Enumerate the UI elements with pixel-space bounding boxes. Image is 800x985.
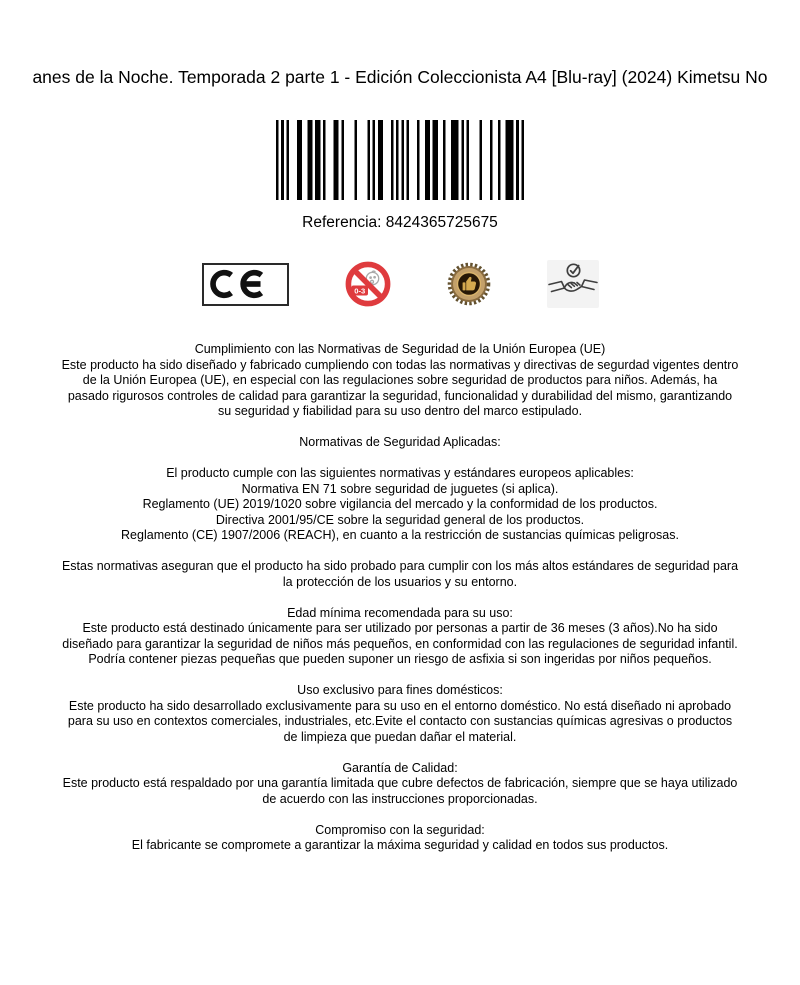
- text-line: Este producto ha sido diseñado y fabricado cumpliendo con todas las normativas y directivas de segurdad vigentes dentro de la Unión Europea (UE), en especial con las regulaciones sobre seguridad de productos para niños. Además, ha pasado rigurosos controles de calidad para garantizar la seguridad, funcionalidad y durabilidad del mismo, garantizando su seguridad y fiabilidad para su uso dentro del marco estipulado.: [61, 357, 739, 418]
- ce-mark-icon: [202, 263, 289, 306]
- ce-letter-c: [213, 273, 231, 296]
- barcode-bar: [276, 120, 279, 200]
- text-line: Reglamento (CE) 1907/2006 (REACH), en cuanto a la restricción de sustancias químicas peligrosas.: [121, 528, 679, 542]
- barcode-bar: [354, 120, 357, 200]
- barcode-bar: [407, 120, 410, 200]
- text-line: Este producto está destinado únicamente para ser utilizado por personas a partir de 36 meses (3 años).No ha sido diseñado para garantizar la seguridad de niños más pequeños, en conformidad con las regulaciones de seguridad infantil. Podría contener piezas pequeñas que pueden suponer un riesgo de asfixia si son ingeridas por niños pequeños.: [62, 621, 738, 666]
- text-line: Este producto está respaldado por una garantía limitada que cubre defectos de fabricación, siempre que se haya utilizado de acuerdo con las instrucciones proporcionadas.: [62, 776, 738, 806]
- barcode-bar: [378, 120, 383, 200]
- barcode-bar: [281, 120, 284, 200]
- barcode-section: [0, 120, 800, 205]
- paragraph: [61, 606, 739, 668]
- barcode-bar: [425, 120, 430, 200]
- quality-seal-icon: [447, 262, 491, 306]
- text-line: Garantía de Calidad:: [342, 760, 458, 775]
- text-line: Este producto ha sido desarrollado exclusivamente para su uso en el entorno doméstico. No está diseñado ni aprobado para su uso en contextos comerciales, industriales, etc.Evite el contacto con sustancias químicas agresivas o productos de limpieza que puedan dañar el material.: [67, 698, 733, 744]
- text-line: Normativas de Seguridad Aplicadas:: [299, 435, 501, 449]
- paragraph: [61, 761, 739, 808]
- certification-icons-row: [0, 261, 800, 307]
- barcode-bar: [367, 120, 370, 200]
- barcode-bar: [521, 120, 524, 200]
- barcode-bar: [498, 120, 501, 200]
- ce-letters: [210, 268, 280, 300]
- paragraph: [61, 559, 739, 590]
- text-line: Estas normativas aseguran que el producto ha sido probado para cumplir con los más altos estándares de seguridad para la protección de los usuarios y su entorno.: [61, 559, 739, 589]
- handshake-glyph: [549, 280, 597, 292]
- paragraph: [61, 466, 739, 544]
- age-label-text: 0-3: [353, 286, 365, 296]
- barcode-bar: [391, 120, 394, 200]
- text-line: Uso exclusivo para fines domésticos:: [297, 683, 503, 697]
- barcode-bar: [401, 120, 404, 200]
- barcode-bar: [467, 120, 470, 200]
- text-line: Reglamento (UE) 2019/1020 sobre vigilancia del mercado y la conformidad de los productos.: [142, 497, 658, 511]
- barcode-bar: [315, 120, 320, 200]
- paragraph: [61, 435, 739, 451]
- barcode-bar: [516, 120, 519, 200]
- handshake-guarantee-icon: [547, 260, 599, 308]
- barcode-bar: [307, 120, 312, 200]
- barcode-bar: [433, 120, 438, 200]
- text-line: Cumplimiento con las Normativas de Seguridad de la Unión Europea (UE): [194, 342, 606, 356]
- barcode-bar: [323, 120, 326, 200]
- text-line: Normativa EN 71 sobre seguridad de juguetes (si aplica).: [241, 481, 559, 496]
- check-circle: [567, 264, 579, 276]
- barcode-bar: [490, 120, 493, 200]
- barcode-bar: [286, 120, 289, 200]
- barcode-bar: [461, 120, 464, 200]
- page-title: anes de la Noche. Temporada 2 parte 1 - Edición Coleccionista A4 [Blu-ray] (2024) Kimetsu No: [32, 67, 768, 87]
- reference-text: Referencia: 8424365725675: [302, 214, 498, 231]
- barcode-bar: [297, 120, 302, 200]
- barcode-bar: [480, 120, 483, 200]
- barcode-bar: [451, 120, 459, 200]
- barcode-bar: [341, 120, 344, 200]
- paragraph: [61, 823, 739, 854]
- paragraph: [61, 342, 739, 420]
- barcode-bar: [333, 120, 338, 200]
- text-line: Directiva 2001/95/CE sobre la seguridad general de los productos.: [215, 512, 585, 527]
- compliance-text: [61, 342, 739, 854]
- barcode-bar: [396, 120, 399, 200]
- barcode-bar: [443, 120, 446, 200]
- barcode-bar: [417, 120, 420, 200]
- paragraph: [61, 683, 739, 745]
- text-line: El fabricante se compromete a garantizar la máxima seguridad y calidad en todos sus productos.: [131, 838, 669, 852]
- text-line: Compromiso con la seguridad:: [315, 822, 485, 837]
- age-warning-0-3-icon: [345, 261, 391, 307]
- text-line: El producto cumple con las siguientes normativas y estándares europeos aplicables:: [166, 466, 634, 480]
- barcode-image: [276, 120, 524, 200]
- text-line: Edad mínima recomendada para su uso:: [287, 605, 513, 620]
- barcode-bar: [373, 120, 376, 200]
- barcode-bar: [506, 120, 514, 200]
- compliance-sheet: [0, 65, 800, 985]
